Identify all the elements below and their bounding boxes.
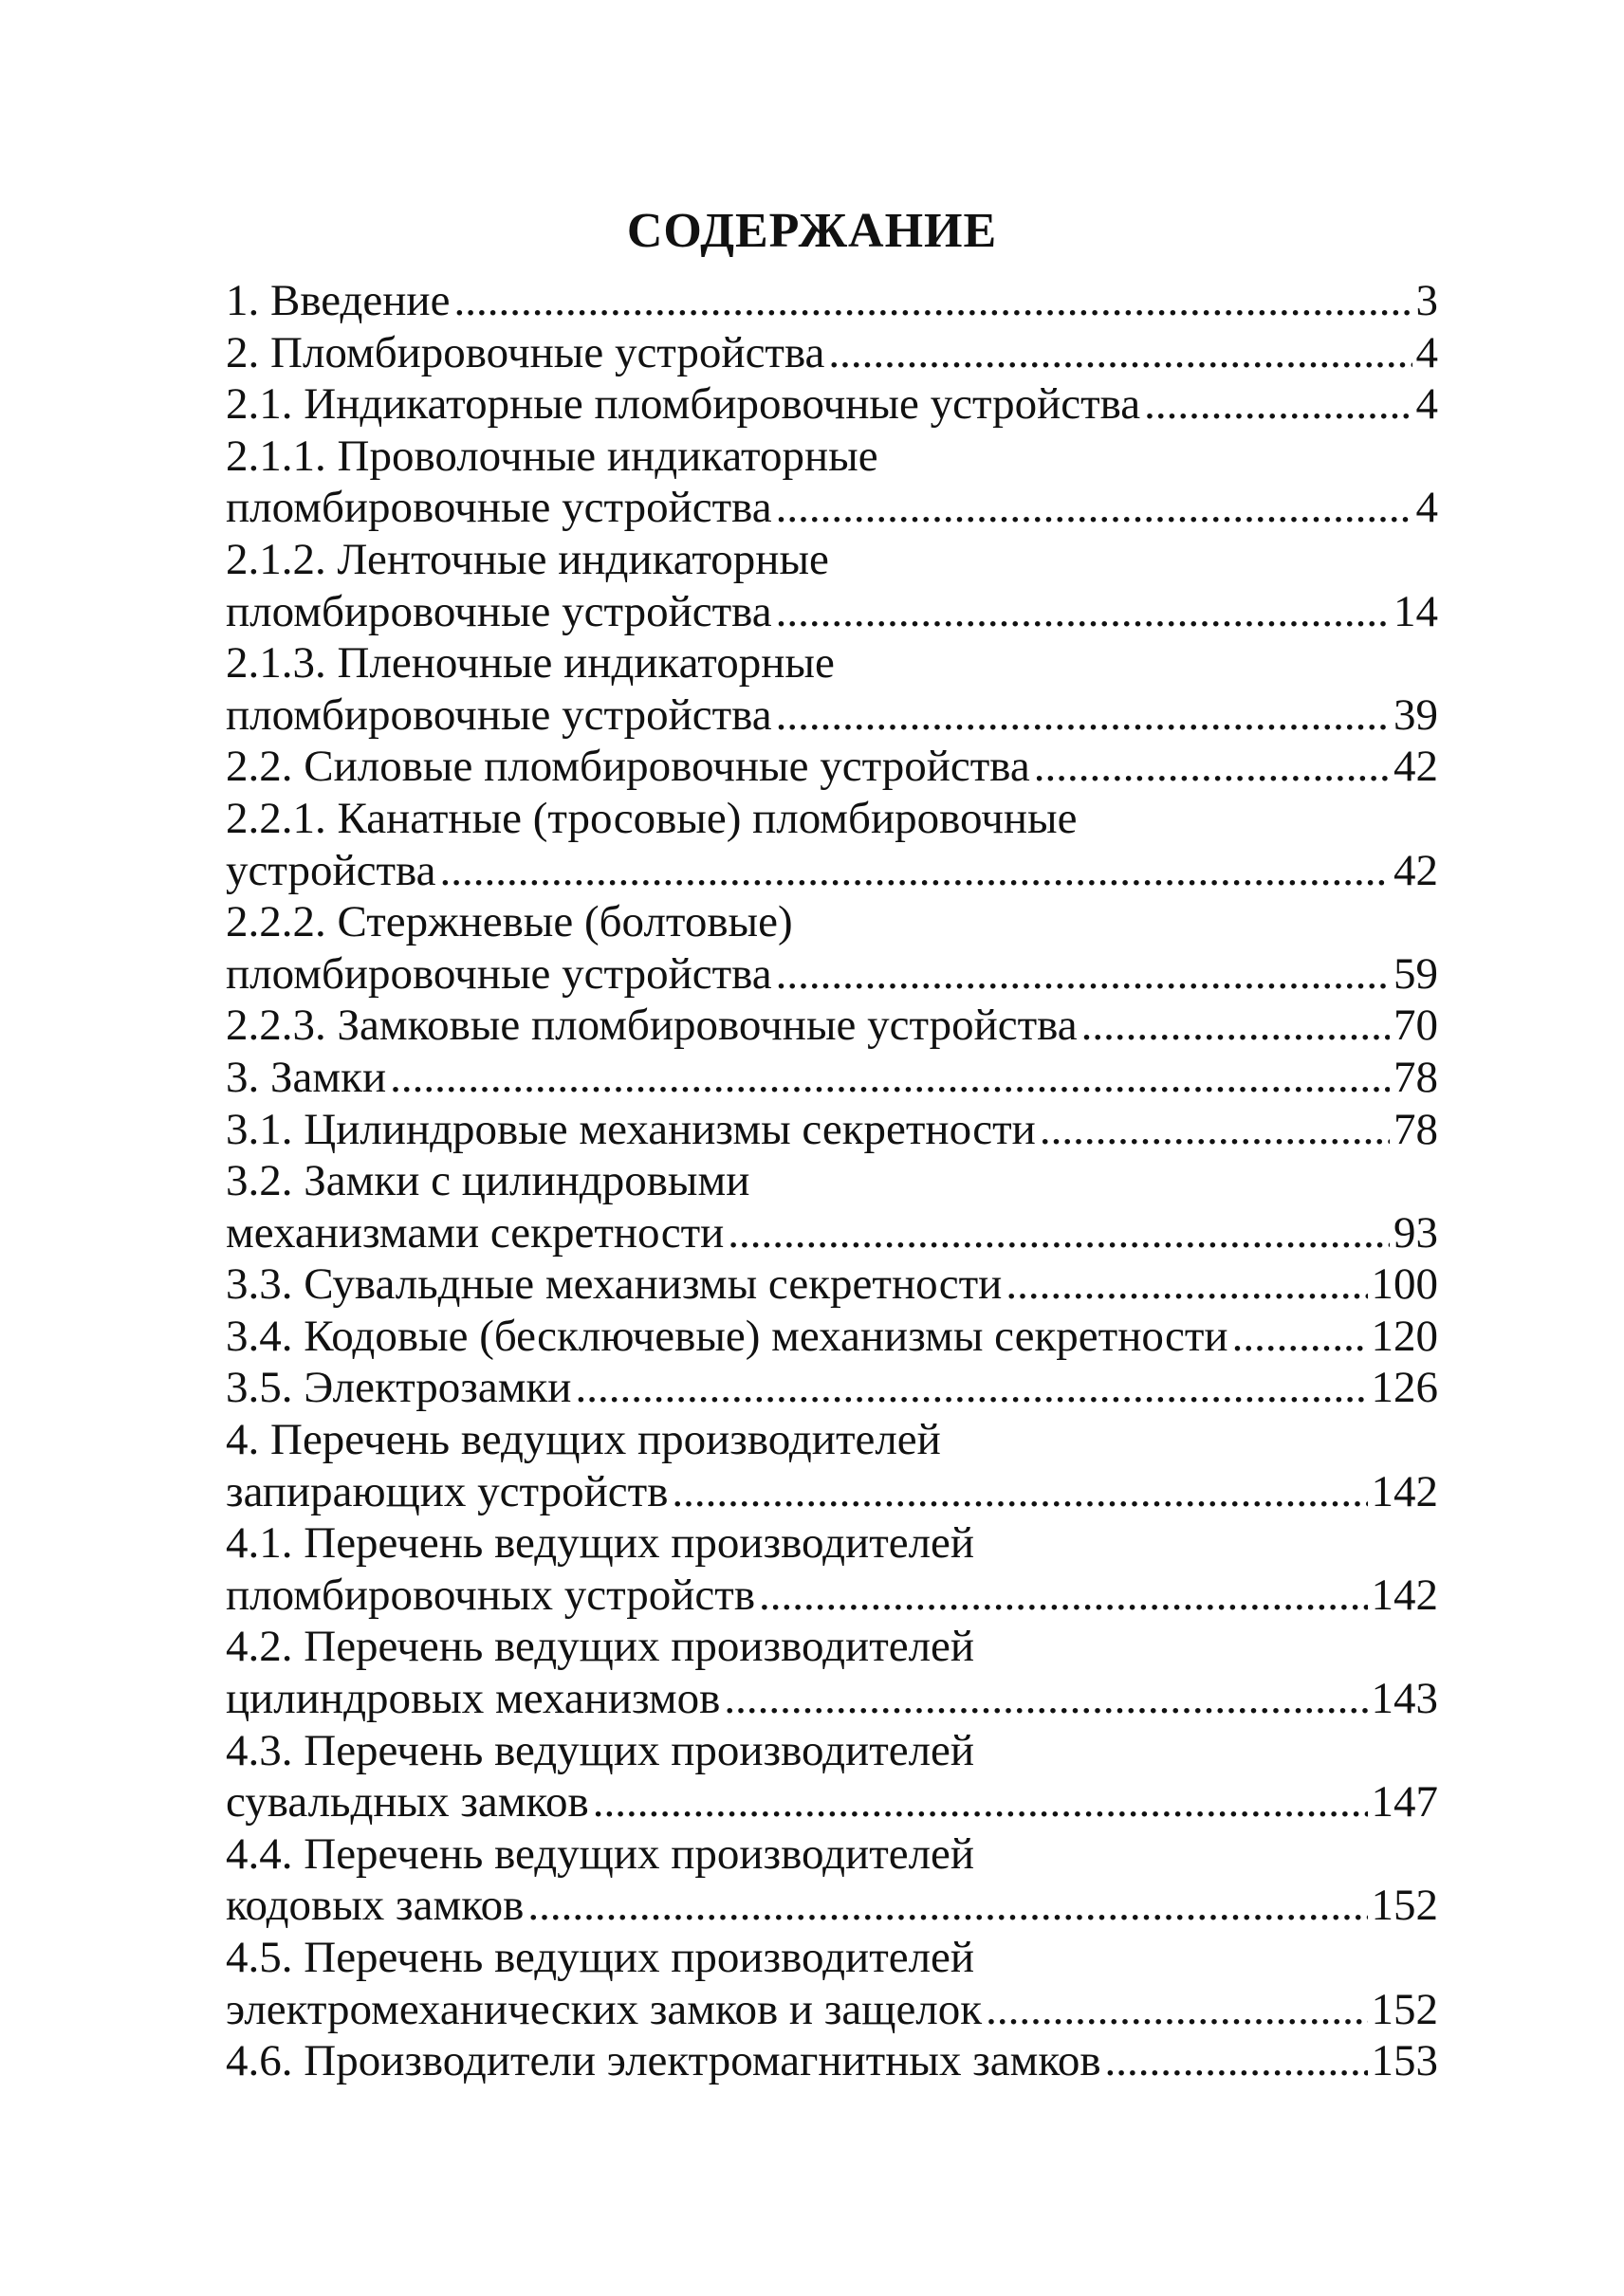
toc-entry-line-with-page [226,1000,1438,1052]
toc-page-number: 4 [1415,379,1438,430]
toc-entry-line-with-page [226,275,1438,327]
toc-entry-line [226,1932,1438,1984]
dot-leader [453,275,1412,327]
toc-entry-text: 2.1.2. Ленточные индикаторные [226,534,829,584]
toc-entry-text: пломбировочные устройства [226,586,772,636]
toc-page-number: 78 [1393,1052,1438,1102]
toc-entry-line-with-page [226,1258,1438,1311]
toc-page-number: 143 [1371,1674,1438,1724]
toc-entry [226,378,1438,431]
dot-leader [1040,1104,1390,1156]
toc-entry [226,1414,1438,1517]
toc-entry-line-with-page [226,1776,1438,1828]
toc-entry-line [226,1155,1438,1207]
toc-entry-text: 4.4. Перечень ведущих производителей [226,1828,975,1879]
toc-entry-text: кодовых замков [226,1881,525,1931]
dot-leader [672,1466,1367,1518]
toc-entry [226,327,1438,379]
toc-entry-line-with-page [226,689,1438,742]
toc-entry-line [226,896,1438,948]
toc-page-number: 78 [1393,1104,1438,1154]
dot-leader [776,689,1390,742]
toc-page-number: 93 [1393,1207,1438,1258]
toc-entry [226,1725,1438,1828]
toc-page-number: 100 [1371,1259,1438,1310]
toc-entry-text: 2.1. Индикаторные пломбировочные устройства [226,379,1141,430]
toc-page-number: 152 [1371,1881,1438,1931]
toc-page-number: 147 [1371,1777,1438,1828]
toc-entry-text: 2.1.1. Проволочные индикаторные [226,431,878,481]
toc-entry [226,793,1438,896]
toc-entry [226,1311,1438,1363]
toc-entry-text: 3.3. Сувальдные механизмы секретности [226,1259,1003,1310]
toc-entry-text: пломбировочные устройства [226,689,772,740]
toc-entry-text: 2.1.3. Пленочные индикаторные [226,638,835,689]
dot-leader [776,482,1412,534]
toc-entry-line [226,534,1438,586]
toc-page-number: 142 [1371,1570,1438,1620]
toc-entry [226,2035,1438,2087]
toc-page-number: 142 [1371,1466,1438,1516]
toc-entry-text: 4. Перечень ведущих производителей [226,1415,941,1465]
toc-entry [226,1517,1438,1621]
toc-page-number: 153 [1371,2036,1438,2086]
toc-page-number: 59 [1393,948,1438,999]
dot-leader [439,845,1390,897]
toc-page-number: 39 [1393,689,1438,740]
toc-entry-text: 3. Замки [226,1052,387,1102]
toc-entry-text: 4.6. Производители электромагнитных замков [226,2036,1101,2086]
toc-entry-line-with-page [226,327,1438,379]
toc-entry [226,1258,1438,1311]
toc-entry-line-with-page [226,1673,1438,1725]
dot-leader [724,1673,1367,1725]
toc-entry [226,1828,1438,1932]
toc-entry [226,1932,1438,2035]
toc-entry-text: 2.2. Силовые пломбировочные устройства [226,742,1030,792]
dot-leader [390,1052,1390,1104]
dot-leader [1105,2035,1368,2087]
dot-leader [527,1880,1367,1932]
toc-entry-text: пломбировочных устройств [226,1570,756,1620]
toc-entry-text: 4.2. Перечень ведущих производителей [226,1622,975,1672]
toc-entry-line-with-page [226,741,1438,793]
toc-entry-text: 2.2.2. Стержневые (болтовые) [226,897,793,947]
toc-page-number: 120 [1371,1311,1438,1361]
toc-entry-text: механизмами секретности [226,1207,725,1258]
toc-entry [226,637,1438,741]
toc-entry [226,1155,1438,1258]
dot-leader [575,1362,1367,1414]
toc-entry-text: 2.2.3. Замковые пломбировочные устройства [226,1001,1078,1051]
toc-page-number: 42 [1393,845,1438,895]
toc-entry-line-with-page [226,1880,1438,1932]
toc-entry-text: 3.5. Электрозамки [226,1363,572,1413]
toc-entry-line-with-page [226,1052,1438,1104]
toc-entry-line [226,431,1438,483]
toc-entry-line [226,793,1438,845]
dot-leader [1081,1000,1390,1052]
toc-entry-line [226,1414,1438,1466]
dot-leader [759,1570,1367,1622]
toc-entry-line [226,1725,1438,1777]
toc-entry-text: 4.3. Перечень ведущих производителей [226,1725,975,1775]
toc-entry [226,1052,1438,1104]
dot-leader [776,948,1390,1001]
toc-entry-line-with-page [226,1570,1438,1622]
toc-entry-text: 2.2.1. Канатные (тросовые) пломбировочные [226,793,1078,843]
toc-entry-text: электромеханических замков и защелок [226,1984,983,2034]
toc-entry-line-with-page [226,1362,1438,1414]
toc-page-number: 126 [1371,1363,1438,1413]
toc-entry-text: запирающих устройств [226,1466,669,1516]
toc-entry-text: цилиндровых механизмов [226,1674,721,1724]
toc-entry-text: пломбировочные устройства [226,948,772,999]
toc-entry-line [226,1517,1438,1570]
dot-leader [1232,1311,1368,1363]
toc-entry-line-with-page [226,845,1438,897]
dot-leader [986,1984,1367,2036]
toc-entry-text: 4.5. Перечень ведущих производителей [226,1933,975,1982]
dot-leader [1006,1258,1367,1311]
toc-entry-text: 1. Введение [226,276,451,325]
toc-entry-line-with-page [226,1104,1438,1156]
toc-page-number: 4 [1415,327,1438,377]
toc-page-number: 3 [1415,276,1438,325]
toc-entry [226,1104,1438,1156]
toc-entry-text: 4.1. Перечень ведущих производителей [226,1518,975,1569]
toc-entry-line-with-page [226,378,1438,431]
toc-entry [226,1000,1438,1052]
toc-entry-line-with-page [226,1984,1438,2036]
table-of-contents [226,275,1438,2087]
toc-page-number: 14 [1393,586,1438,636]
toc-entry-text: устройства [226,845,436,895]
toc-entry [226,896,1438,1000]
toc-entry-text: 3.4. Кодовые (бесключевые) механизмы секретности [226,1311,1228,1361]
dot-leader [1144,378,1412,431]
toc-entry [226,1621,1438,1724]
toc-entry-text: 2. Пломбировочные устройства [226,327,825,377]
toc-entry-line [226,1621,1438,1673]
toc-entry-text: 3.1. Цилиндровые механизмы секретности [226,1104,1036,1154]
toc-entry-line-with-page [226,1207,1438,1259]
toc-page-number: 42 [1393,742,1438,792]
dot-leader [1034,741,1390,793]
toc-entry-line [226,637,1438,689]
dot-leader [593,1776,1368,1828]
toc-entry-line-with-page [226,2035,1438,2087]
toc-page-number: 152 [1371,1984,1438,2034]
toc-entry-line [226,1828,1438,1881]
toc-entry-line-with-page [226,1311,1438,1363]
dot-leader [828,327,1412,379]
dot-leader [728,1207,1390,1259]
dot-leader [776,586,1390,638]
toc-entry-text: 3.2. Замки с цилиндровыми [226,1156,750,1206]
toc-page-number: 70 [1393,1001,1438,1051]
toc-entry-line-with-page [226,948,1438,1001]
toc-entry-line-with-page [226,482,1438,534]
toc-title: СОДЕРЖАНИЕ [626,204,998,258]
toc-entry-text: сувальдных замков [226,1777,589,1828]
toc-entry [226,534,1438,637]
toc-page-number: 4 [1415,483,1438,533]
toc-entry-line-with-page [226,586,1438,638]
toc-entry-line-with-page [226,1466,1438,1518]
toc-entry [226,1362,1438,1414]
toc-entry [226,431,1438,534]
toc-entry [226,275,1438,327]
toc-entry-text: пломбировочные устройства [226,483,772,533]
toc-entry [226,741,1438,793]
